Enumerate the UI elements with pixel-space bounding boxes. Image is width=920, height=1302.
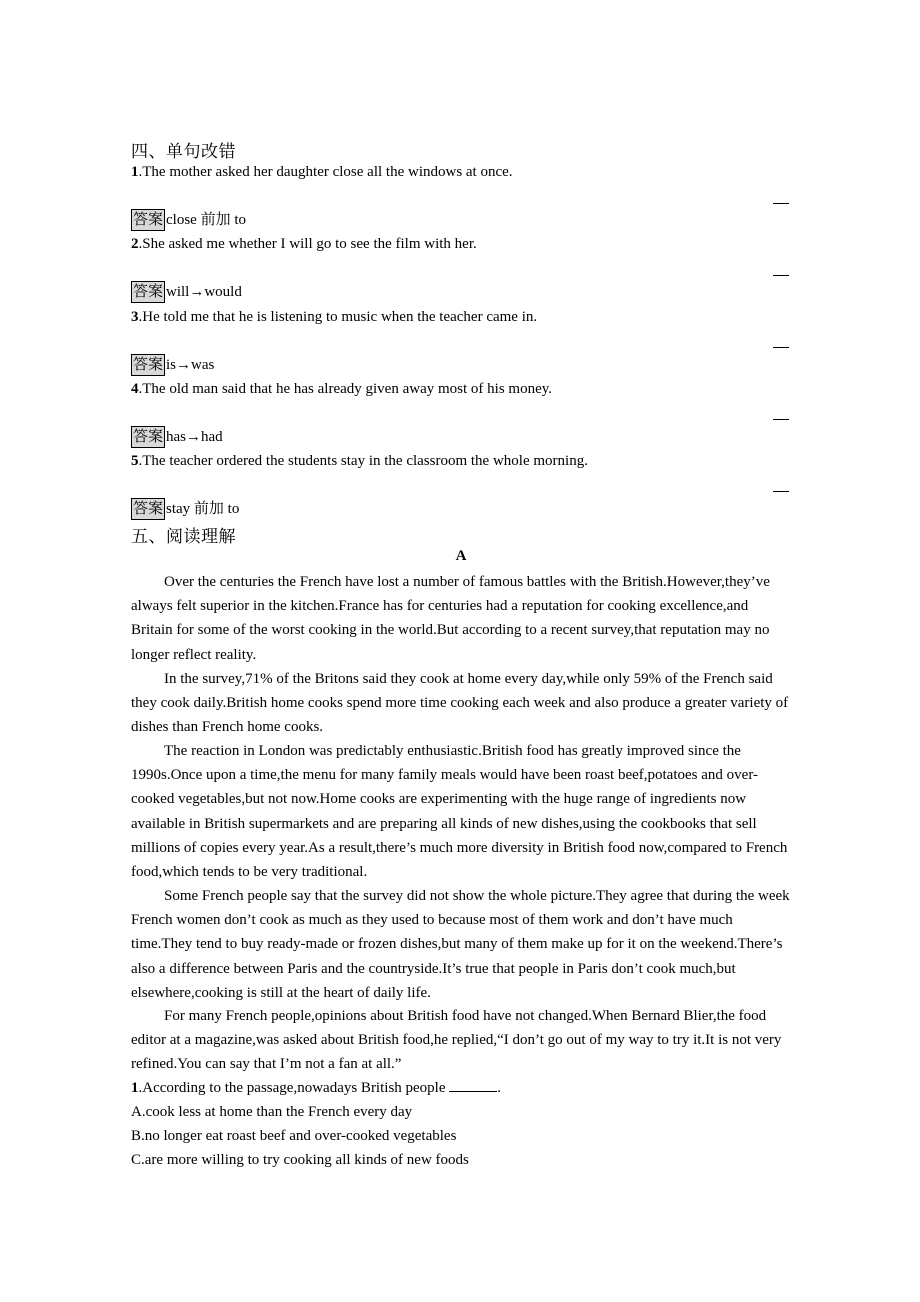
section4-title: 四、单句改错 bbox=[131, 142, 236, 161]
question-text: .The mother asked her daughter close all the windows at once. bbox=[138, 164, 513, 180]
answer-blank[interactable] bbox=[449, 1077, 497, 1092]
question-text: .He told me that he is listening to music when the teacher came in. bbox=[138, 309, 538, 325]
passage-paragraph: Some French people say that the survey did not show the whole picture.They agree that during the week French women don’t cook as much as they used to because most of them work and don’t have much time.They tend to buy ready-made or frozen dishes,but many of them make up for it on the weekend.There’s also a difference between Paris and the countryside.It’s true that people in Paris don’t cook much,but elsewhere,cooking is still at the heart of daily life. bbox=[131, 888, 790, 1001]
answer-text: close 前加 to bbox=[166, 212, 247, 228]
question-number: 3 bbox=[131, 309, 139, 325]
passage-label: A bbox=[455, 548, 467, 564]
answer-label-box: 答案 bbox=[131, 281, 165, 303]
option-c: C.are more willing to try cooking all kinds of new foods bbox=[131, 1152, 469, 1168]
question-text: .The old man said that he has already given away most of his money. bbox=[138, 381, 553, 397]
question-line bbox=[131, 161, 513, 183]
passage-paragraph: For many French people,opinions about British food have not changed.When Bernard Blier,the food editor at a magazine,was asked about British food,he replied,“I don’t go out of my way to try it.It is not very refined.You can say that I’m not a fan at all.” bbox=[131, 1008, 782, 1073]
answer-text: will→would bbox=[166, 284, 242, 300]
answer-line bbox=[131, 354, 214, 376]
question-number: 1 bbox=[131, 164, 139, 180]
passage-paragraph: In the survey,71% of the Britons said they cook at home every day,while only 59% of the French said they cook daily.British home cooks spend more time cooking each week and also produce a greater variety of dishes than French home cooks. bbox=[131, 671, 789, 736]
question-line bbox=[131, 378, 552, 400]
question-stem-end: . bbox=[497, 1080, 502, 1096]
answer-line bbox=[131, 426, 223, 448]
answer-label-box: 答案 bbox=[131, 209, 165, 231]
answer-label-box: 答案 bbox=[131, 498, 165, 520]
question-text: .The teacher ordered the students stay in the classroom the whole morning. bbox=[138, 453, 588, 469]
reading-question bbox=[131, 1077, 501, 1099]
answer-text: stay 前加 to bbox=[166, 501, 240, 517]
answer-text: is→was bbox=[166, 357, 215, 373]
answer-blank-line bbox=[773, 347, 789, 348]
question-line bbox=[131, 450, 588, 472]
section5-title: 五、阅读理解 bbox=[131, 527, 236, 546]
answer-label-box: 答案 bbox=[131, 354, 165, 376]
answer-blank-line bbox=[773, 419, 789, 420]
question-number: 2 bbox=[131, 236, 139, 252]
answer-line bbox=[131, 498, 239, 520]
answer-blank-line bbox=[773, 491, 789, 492]
option-b: B.no longer eat roast beef and over-cooked vegetables bbox=[131, 1128, 457, 1144]
answer-line bbox=[131, 281, 242, 303]
question-line bbox=[131, 233, 477, 255]
question-number: 5 bbox=[131, 453, 139, 469]
passage-paragraph: The reaction in London was predictably enthusiastic.British food has greatly improved since the 1990s.Once upon a time,the menu for many family meals would have been roast beef,potatoes and over-cooked vegetables,but not now.Home cooks are experimenting with the huge range of ingredients now available in British supermarkets and are preparing all kinds of new dishes,using the cookbooks that sell millions of copies every year.As a result,there’s much more diversity in British food now,compared to French food,which tends to be very traditional. bbox=[131, 743, 788, 881]
passage-paragraph: Over the centuries the French have lost a number of famous battles with the British.However,they’ve always felt superior in the kitchen.France has for centuries had a reputation for cooking excellence,and Britain for some of the worst cooking in the world.But according to a recent survey,that reputation may no longer reflect reality. bbox=[131, 574, 770, 663]
question-number: 1 bbox=[131, 1080, 139, 1096]
question-text: .She asked me whether I will go to see the film with her. bbox=[138, 236, 477, 252]
question-stem: .According to the passage,nowadays British people bbox=[138, 1080, 446, 1096]
answer-text: has→had bbox=[166, 429, 223, 445]
question-number: 4 bbox=[131, 381, 139, 397]
question-line bbox=[131, 306, 537, 328]
answer-label-box: 答案 bbox=[131, 426, 165, 448]
answer-blank-line bbox=[773, 203, 789, 204]
answer-line bbox=[131, 209, 246, 231]
option-a: A.cook less at home than the French every day bbox=[131, 1104, 413, 1120]
answer-blank-line bbox=[773, 275, 789, 276]
